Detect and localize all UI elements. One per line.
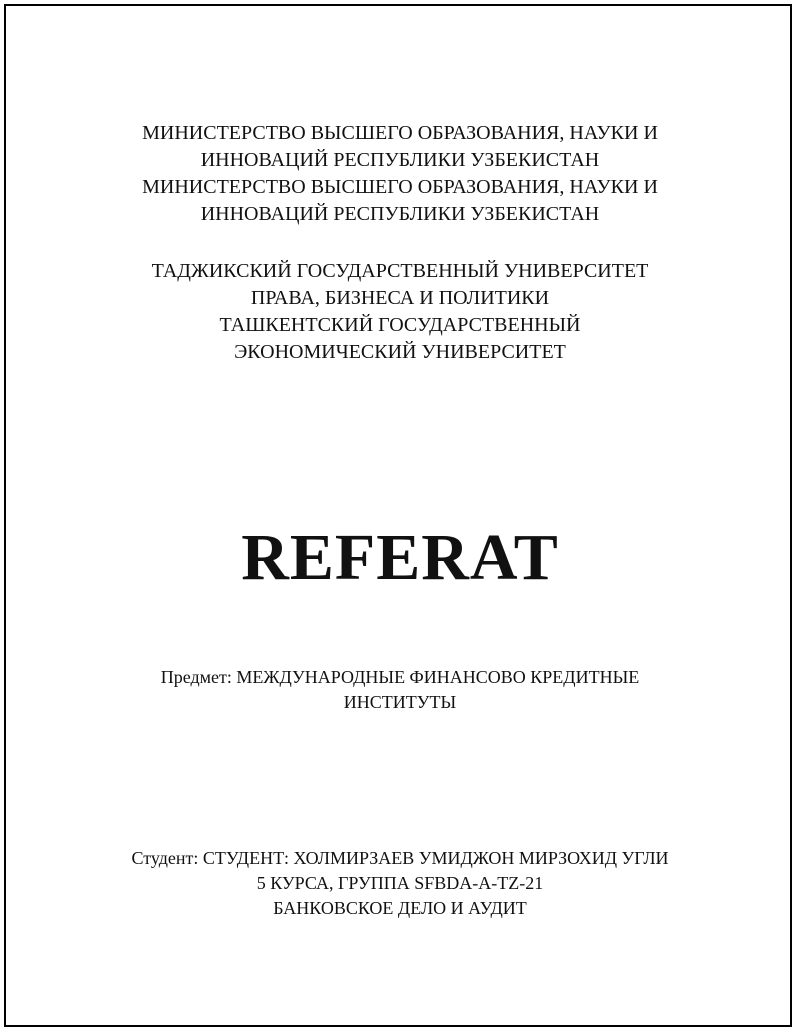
ministry-header bbox=[0, 120, 800, 228]
document-title: REFERAT bbox=[241, 521, 559, 594]
university-line: ТАШКЕНТСКИЙ ГОСУДАРСТВЕННЫЙ bbox=[219, 314, 581, 336]
subject-line: ИНСТИТУТЫ bbox=[343, 692, 457, 712]
ministry-line: МИНИСТЕРСТВО ВЫСШЕГО ОБРАЗОВАНИЯ, НАУКИ И bbox=[142, 122, 658, 144]
student-line: Студент: СТУДЕНТ: ХОЛМИРЗАЕВ УМИДЖОН МИРЗОХИД УГЛИ bbox=[131, 848, 669, 868]
student-line: 5 КУРСА, ГРУППА SFBDA-A-TZ-21 bbox=[256, 873, 544, 893]
student-info bbox=[0, 846, 800, 921]
university-header bbox=[0, 258, 800, 366]
ministry-line: ИННОВАЦИЙ РЕСПУБЛИКИ УЗБЕКИСТАН bbox=[200, 203, 600, 225]
university-line: ПРАВА, БИЗНЕСА И ПОЛИТИКИ bbox=[250, 287, 550, 309]
university-line: ЭКОНОМИЧЕСКИЙ УНИВЕРСИТЕТ bbox=[234, 341, 566, 363]
university-line: ТАДЖИКСКИЙ ГОСУДАРСТВЕННЫЙ УНИВЕРСИТЕТ bbox=[151, 260, 649, 282]
subject-info bbox=[0, 665, 800, 715]
ministry-line: ИННОВАЦИЙ РЕСПУБЛИКИ УЗБЕКИСТАН bbox=[200, 149, 600, 171]
ministry-line: МИНИСТЕРСТВО ВЫСШЕГО ОБРАЗОВАНИЯ, НАУКИ И bbox=[142, 176, 658, 198]
student-line: БАНКОВСКОЕ ДЕЛО И АУДИТ bbox=[273, 898, 527, 918]
subject-line: Предмет: МЕЖДУНАРОДНЫЕ ФИНАНСОВО КРЕДИТНЫЕ bbox=[160, 667, 640, 687]
